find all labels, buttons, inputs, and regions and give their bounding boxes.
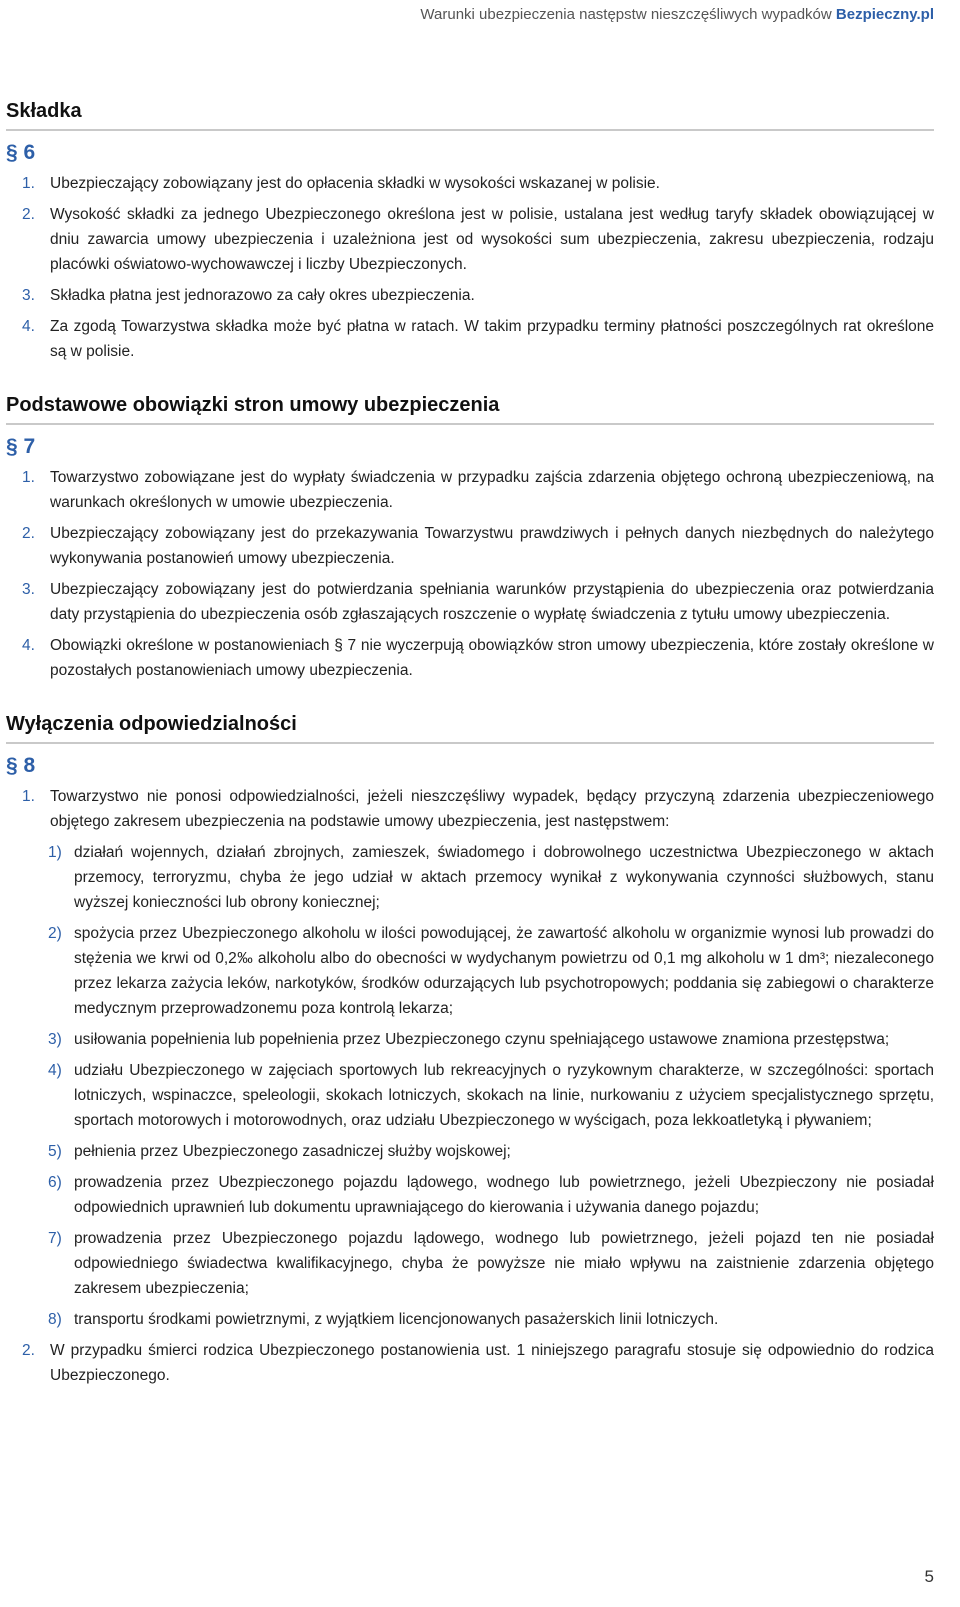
clause-list (6, 465, 934, 683)
section-title-wylaczenia: Wyłączenia odpowiedzialności (6, 713, 934, 744)
subclause-list (6, 840, 934, 1332)
clause-number: 4. (22, 637, 35, 654)
subclause-item (6, 1170, 934, 1220)
clause-text: Ubezpieczający zobowiązany jest do potwierdzania spełniania warunków przystąpienia do ubezpieczenia oraz potwierdzania daty przystąpienia do ubezpieczenia osób zgłaszających roszczenie o wypłatę świadczenia z tytułu umowy ubezpieczenia. (50, 581, 934, 623)
clause-number: 2. (22, 206, 35, 223)
clause-list (6, 784, 934, 834)
clause-text: Wysokość składki za jednego Ubezpieczonego określona jest w polisie, ustalana jest według taryfy składek obowiązującej w dniu zawarcia umowy ubezpieczenia i uzależniona jest od wysokości sum ubezpieczenia, zakresu ubezpieczenia, rodzaju placówki oświatowo-wychowawczej i liczby Ubezpieczonych. (50, 206, 934, 273)
subclause-item (6, 1027, 934, 1052)
subclause-item (6, 1058, 934, 1133)
clause-item (6, 521, 934, 571)
page-number: 5 (924, 1567, 934, 1586)
clause-item (6, 784, 934, 834)
subclause-text: usiłowania popełnienia lub popełnienia przez Ubezpieczonego czynu spełniającego ustawowe znamiona przestępstwa; (74, 1031, 890, 1048)
clause-item (6, 171, 934, 196)
clause-number: 4. (22, 318, 35, 335)
subclause-item (6, 840, 934, 915)
subclause-text: prowadzenia przez Ubezpieczonego pojazdu lądowego, wodnego lub powietrznego, jeżeli Ubezpieczony nie posiadał odpowiednich uprawnień lub dokumentu uprawniającego do kierowania i używania danego pojazdu; (74, 1174, 934, 1216)
clause-item (6, 314, 934, 364)
subclause-item (6, 1307, 934, 1332)
subclause-number: 6) (48, 1174, 62, 1191)
header-title: Warunki ubezpieczenia następstw nieszczęśliwych wypadków (420, 6, 832, 23)
subclause-text: działań wojennych, działań zbrojnych, zamieszek, świadomego i dobrowolnego uczestnictwa Ubezpieczonego w aktach przemocy, terroryzmu, chyba że jego udział w aktach przemocy wynikał z wykonywania czynności służbowych, stanu wyższej konieczności lub obrony koniecznej; (74, 844, 934, 911)
clause-text: Ubezpieczający zobowiązany jest do przekazywania Towarzystwu prawdziwych i pełnych danych niezbędnych do należytego wykonywania postanowień umowy ubezpieczenia. (50, 525, 934, 567)
section-title-obowiazki: Podstawowe obowiązki stron umowy ubezpieczenia (6, 394, 934, 425)
clause-text: W przypadku śmierci rodzica Ubezpieczonego postanowienia ust. 1 niniejszego paragrafu stosuje się odpowiednio do rodzica Ubezpieczonego. (50, 1342, 934, 1384)
subclause-text: prowadzenia przez Ubezpieczonego pojazdu lądowego, wodnego lub powietrznego, jeżeli pojazd ten nie posiadał odpowiedniego świadectwa kwalifikacyjnego, chyba że powyższe nie miało wpływu na zaistnienie zdarzenia objętego zakresem ubezpieczenia; (74, 1230, 934, 1297)
subclause-number: 4) (48, 1062, 62, 1079)
clause-text: Towarzystwo nie ponosi odpowiedzialności, jeżeli nieszczęśliwy wypadek, będący przyczyną zdarzenia ubezpieczeniowego objętego zakresem ubezpieczenia na podstawie umowy ubezpieczenia, jest następstwem: (50, 788, 934, 830)
clause-item (6, 577, 934, 627)
clause-item (6, 1338, 934, 1388)
clause-number: 3. (22, 287, 35, 304)
clause-text: Składka płatna jest jednorazowo za cały okres ubezpieczenia. (50, 287, 475, 304)
clause-number: 2. (22, 525, 35, 542)
clause-text: Towarzystwo zobowiązane jest do wypłaty świadczenia w przypadku zajścia zdarzenia objętego ochroną ubezpieczeniową, na warunkach określonych w umowie ubezpieczenia. (50, 469, 934, 511)
subclause-text: transportu środkami powietrznymi, z wyjątkiem licencjonowanych pasażerskich linii lotniczych. (74, 1311, 719, 1328)
clause-number: 1. (22, 788, 35, 805)
subclause-number: 1) (48, 844, 62, 861)
clause-list (6, 171, 934, 364)
subclause-item (6, 921, 934, 1021)
document-body (6, 100, 934, 1394)
subclause-text: pełnienia przez Ubezpieczonego zasadniczej służby wojskowej; (74, 1143, 511, 1160)
clause-number: 1. (22, 469, 35, 486)
subclause-number: 5) (48, 1143, 62, 1160)
clause-text: Obowiązki określone w postanowieniach § 7 nie wyczerpują obowiązków stron umowy ubezpieczenia, które zostały określone w pozostałych postanowieniach umowy ubezpieczenia. (50, 637, 934, 679)
clause-text: Za zgodą Towarzystwa składka może być płatna w ratach. W takim przypadku terminy płatności poszczególnych rat określone są w polisie. (50, 318, 934, 360)
clause-text: Ubezpieczający zobowiązany jest do opłacenia składki w wysokości wskazanej w polisie. (50, 175, 660, 192)
clause-item (6, 633, 934, 683)
clause-item (6, 202, 934, 277)
clause-item (6, 283, 934, 308)
paragraph-marker: § 8 (6, 754, 36, 777)
clause-item (6, 465, 934, 515)
clause-number: 3. (22, 581, 35, 598)
subclause-number: 3) (48, 1031, 62, 1048)
subclause-item (6, 1139, 934, 1164)
subclause-number: 8) (48, 1311, 62, 1328)
section-title-skladka: Składka (6, 100, 934, 131)
header-brand[interactable]: Bezpieczny.pl (835, 6, 934, 23)
clause-list (6, 1338, 934, 1388)
page-header (420, 6, 934, 23)
subclause-number: 2) (48, 925, 62, 942)
paragraph-marker: § 6 (6, 141, 36, 164)
paragraph-marker: § 7 (6, 435, 36, 458)
subclause-text: spożycia przez Ubezpieczonego alkoholu w ilości powodującej, że zawartość alkoholu w organizmie wynosi lub prowadzi do stężenia we krwi od 0,2‰ alkoholu albo do obecności w wydychanym powietrzu od 0,1 mg alkoholu w 1 dm³; niezaleconego przez lekarza zażycia leków, narkotyków, środków odurzających lub psychotropowych; poddania się zabiegowi o charakterze medycznym przeprowadzonemu poza kontrolą lekarza; (74, 925, 934, 1017)
subclause-item (6, 1226, 934, 1301)
subclause-text: udziału Ubezpieczonego w zajęciach sportowych lub rekreacyjnych o ryzykownym charakterze, w szczególności: sportach lotniczych, wspinaczce, speleologii, skokach lotniczych, skokach na linie, nurkowaniu z użyciem specjalistycznego sprzętu, sportach motorowych i motorowodnych, oraz udziału Ubezpieczonego w wyścigach, poza lekkoatletyką i pływaniem; (74, 1062, 934, 1129)
clause-number: 2. (22, 1342, 35, 1359)
subclause-number: 7) (48, 1230, 62, 1247)
clause-number: 1. (22, 175, 35, 192)
